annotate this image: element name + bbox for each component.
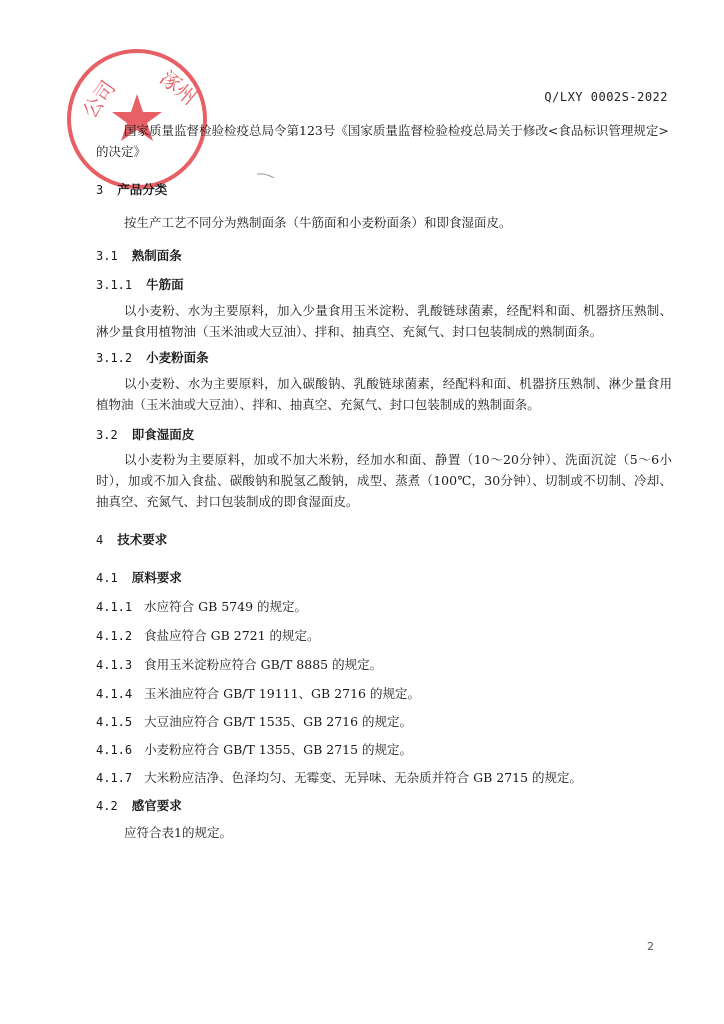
item-text: 水应符合 GB 5749 的规定。 — [144, 599, 308, 614]
section-number: 3.2 — [96, 428, 118, 442]
requirement-item — [96, 597, 307, 615]
section-number: 4.2 — [96, 799, 118, 813]
section-number: 3.1 — [96, 249, 118, 263]
section-3-1-heading — [96, 246, 182, 264]
item-number: 4.1.5 — [96, 715, 133, 729]
section-3-1-2-heading — [96, 348, 209, 366]
item-number: 4.1.2 — [96, 629, 133, 643]
requirement-item — [96, 768, 582, 786]
page-number: 2 — [647, 940, 654, 953]
section-4-1-heading — [96, 568, 182, 586]
section-number: 3.1.1 — [96, 278, 133, 292]
section-3-heading — [96, 180, 167, 198]
section-4-2-text: 应符合表1的规定。 — [124, 825, 232, 840]
requirement-item — [96, 684, 420, 702]
section-3-2-text: 以小麦粉为主要原料，加或不加大米粉，经加水和面、静置（10～20分钟）、洗面沉淀（5～6小时），加或不加入食盐、碳酸钠和脱氢乙酸钠，成型、蒸煮（100℃，30分钟）、切制或不切制、冷却、抽真空、充氮气、封口包装制成的即食湿面皮。 — [96, 452, 672, 509]
section-title: 熟制面条 — [131, 248, 182, 263]
seal-text-a: 公司 — [77, 75, 121, 123]
section-3-intro: 按生产工艺不同分为熟制面条（牛筋面和小麦粉面条）和即食湿面皮。 — [124, 215, 512, 230]
item-text: 大米粉应洁净、色泽均匀、无霉变、无异味、无杂质并符合 GB 2715 的规定。 — [144, 770, 583, 785]
section-number: 4.1 — [96, 571, 118, 585]
item-number: 4.1.4 — [96, 687, 133, 701]
item-text: 小麦粉应符合 GB/T 1355、GB 2715 的规定。 — [144, 742, 413, 757]
item-text: 玉米油应符合 GB/T 19111、GB 2716 的规定。 — [144, 686, 420, 701]
reference-line: 国家质量监督检验检疫总局令第123号《国家质量监督检验检疫总局关于修改<食品标识管理规定>的决定》 — [96, 123, 669, 159]
requirement-item — [96, 740, 412, 758]
section-number: 3 — [96, 183, 104, 197]
section-4-2-heading — [96, 796, 182, 814]
section-title: 牛筋面 — [146, 277, 184, 292]
section-number: 4 — [96, 533, 104, 547]
item-number: 4.1.1 — [96, 600, 133, 614]
section-title: 技术要求 — [117, 532, 168, 547]
requirement-item — [96, 712, 412, 730]
item-text: 大豆油应符合 GB/T 1535、GB 2716 的规定。 — [144, 714, 413, 729]
section-number: 3.1.2 — [96, 351, 133, 365]
section-title: 感官要求 — [131, 798, 182, 813]
item-number: 4.1.7 — [96, 771, 133, 785]
requirement-item — [96, 655, 382, 673]
section-3-1-1-heading — [96, 275, 184, 293]
section-title: 产品分类 — [117, 182, 168, 197]
item-number: 4.1.3 — [96, 658, 133, 672]
item-text: 食盐应符合 GB 2721 的规定。 — [144, 628, 320, 643]
section-title: 即食湿面皮 — [131, 427, 195, 442]
item-text: 食用玉米淀粉应符合 GB/T 8885 的规定。 — [144, 657, 383, 672]
document-code: Q/LXY 0002S-2022 — [544, 90, 668, 104]
item-number: 4.1.6 — [96, 743, 133, 757]
section-3-1-1-text: 以小麦粉、水为主要原料，加入少量食用玉米淀粉、乳酸链球菌素，经配料和面、机器挤压熟制、淋少量食用植物油（玉米油或大豆油）、拌和、抽真空、充氮气、封口包装制成的熟制面条。 — [96, 303, 672, 339]
stray-mark-icon — [256, 172, 276, 180]
requirement-item — [96, 626, 320, 644]
seal-text-b: 涿州 — [155, 65, 202, 110]
section-title: 小麦粉面条 — [146, 350, 209, 365]
section-4-heading — [96, 530, 167, 548]
company-seal-icon — [62, 44, 212, 194]
section-3-2-heading — [96, 425, 194, 443]
section-title: 原料要求 — [131, 570, 182, 585]
section-3-1-2-text: 以小麦粉、水为主要原料，加入碳酸钠、乳酸链球菌素，经配料和面、机器挤压熟制、淋少量食用植物油（玉米油或大豆油）、拌和、抽真空、充氮气、封口包装制成的熟制面条。 — [96, 376, 672, 412]
